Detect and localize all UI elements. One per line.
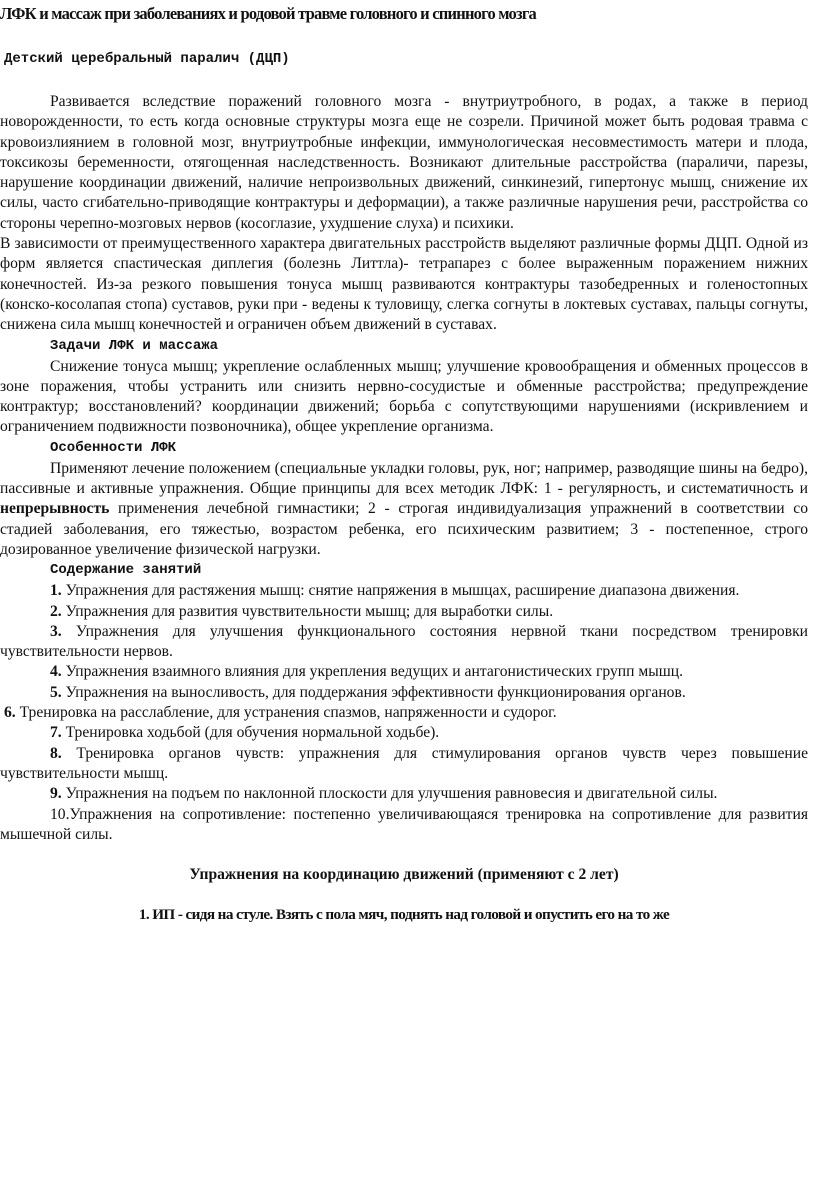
list-item-number: 10.	[50, 805, 70, 823]
tasks-paragraph: Снижение тонуса мышц; укрепление ослабленных мышц; улучшение кровообращения и обменных процессов в зоне поражения, чтобы устранить или снизить нервно-сосудистые и обменные расстройства; предупреждение контрактур; восстановлений? координации движений; борьба с сопутствующими нарушениями (искривлением и ограничением подвижности позвоночника), общее укрепление организма.	[0, 357, 808, 436]
list-item-text: Упражнения для растяжения мышц: снятие напряжения в мышцах, расширение диапазона движения.	[61, 582, 740, 600]
list-item-text: Тренировка на расслабление, для устранения спазмов, напряженности и судорог.	[15, 704, 557, 722]
list-item	[0, 622, 808, 663]
list-item-number: 9.	[50, 785, 62, 803]
intro-paragraph-1: Развивается вследствие поражений головного мозга - внутриутробного, в родах, а также в период новорожденности, то есть когда основные структуры мозга еще не созрели. Причиной может быть родовая травма с кровоизлиянием в головной мозг, внутриутробные инфекции, иммунологическая несовместимость матери и плода, токсикозы беременности, отягощенная наследственность. Возникают длительные расстройства (параличи, парезы, нарушение координации движений, наличие непроизвольных движений, синкинезий, гипертонус мышц, снижение их силы, часто сгибательно-приводящие контрактуры и деформации), а также различные нарушения речи, расстройства со стороны черепно-мозговых нервов (косоглазие, ухудшение слуха) и психики.	[0, 93, 808, 232]
features-paragraph	[0, 459, 808, 560]
coordination-heading: Упражнения на координацию движений (применяют с 2 лет)	[189, 866, 619, 884]
features-text-bold: непрерывность	[0, 500, 110, 518]
coordination-first-exercise: 1. ИП - сидя на стуле. Взять с пола мяч, поднять над головой и опустить его на то же	[138, 906, 670, 924]
list-item-text: Упражнения для улучшения функционального состояния нервной ткани посредством тренировки чувствительности нервов.	[0, 622, 808, 661]
list-item-text: Упражнения на выносливость, для поддержания эффективности функционирования органов.	[61, 683, 686, 701]
document-body	[0, 92, 808, 925]
list-item-text: Упражнения взаимного влияния для укрепления ведущих и антагонистических групп мышц.	[61, 663, 683, 681]
list-item-number: 8.	[50, 744, 62, 762]
list-item	[0, 662, 808, 682]
list-item	[0, 683, 808, 703]
page-title: ЛФК и массаж при заболеваниях и родовой травме головного и спинного мозга	[0, 4, 537, 23]
features-text-before: Применяют лечение положением (специальные укладки головы, рук, ног; например, разводящие шины на бедро), пассивные и активные упражнения. Общие принципы для всех методик ЛФК: 1 - регулярность, и систематичность и	[0, 459, 808, 498]
spacer	[0, 885, 808, 904]
section-heading: Детский церебральный паралич (ДЦП)	[4, 51, 290, 67]
list-item-number: 3.	[50, 622, 62, 640]
list-item-number: 1.	[50, 582, 62, 600]
features-heading: Особенности ЛФК	[50, 439, 177, 456]
list-item	[0, 703, 808, 723]
list-item-text: Тренировка ходьбой (для обучения нормальной ходьбе).	[61, 724, 440, 742]
list-item	[0, 581, 808, 601]
list-item-number: 6.	[4, 704, 16, 722]
list-item-number: 5.	[50, 683, 62, 701]
list-item-number: 7.	[50, 724, 62, 742]
spacer	[0, 845, 808, 864]
tasks-heading: Задачи ЛФК и массажа	[50, 337, 219, 354]
list-item-text: Упражнения на подъем по наклонной плоскости для улучшения равновесия и двигательной силы.	[61, 785, 718, 803]
list-item-text: Упражнения для развития чувствительности мышц; для выработки силы.	[61, 602, 554, 620]
list-item-text: Упражнения на сопротивление: постепенно увеличивающаяся тренировка на сопротивление для развития мышечной силы.	[0, 805, 808, 843]
features-text-after: применения лечебной гимнастики; 2 - строгая индивидуализация упражнений в соответствии со стадией заболевания, его тяжестью, возрастом ребенка, его психическим развитием; 3 - постепенное, строго дозированное увеличение физической нагрузки.	[0, 500, 808, 558]
list-item-text: Тренировка органов чувств: упражнения для стимулирования органов чувств через повышение чувствительности мышц.	[0, 744, 808, 782]
intro-paragraph-2: В зависимости от преимущественного характера двигательных расстройств выделяют различные формы ДЦП. Одной из форм является спастическая диплегия (болезнь Литтла)- тетрапарез с более выраженным поражением нижних конечностей. Из-за резкого повышения тонуса мышц развиваются контрактуры тазобедренных и голеностопных (конско-косолапая стопа) суставов, руки при - ведены к туловищу, слегка согнуты в локтевых суставах, пальцы согнуты, снижена сила мышц конечностей и ограничен объем движений в суставах.	[0, 235, 808, 334]
content-heading: Содержание занятий	[50, 562, 202, 579]
list-item	[0, 784, 808, 804]
list-item-number: 2.	[50, 602, 62, 620]
list-item	[0, 602, 808, 622]
list-item	[0, 723, 808, 743]
list-item-number: 4.	[50, 663, 62, 681]
list-item	[0, 744, 808, 785]
list-item	[0, 805, 808, 846]
